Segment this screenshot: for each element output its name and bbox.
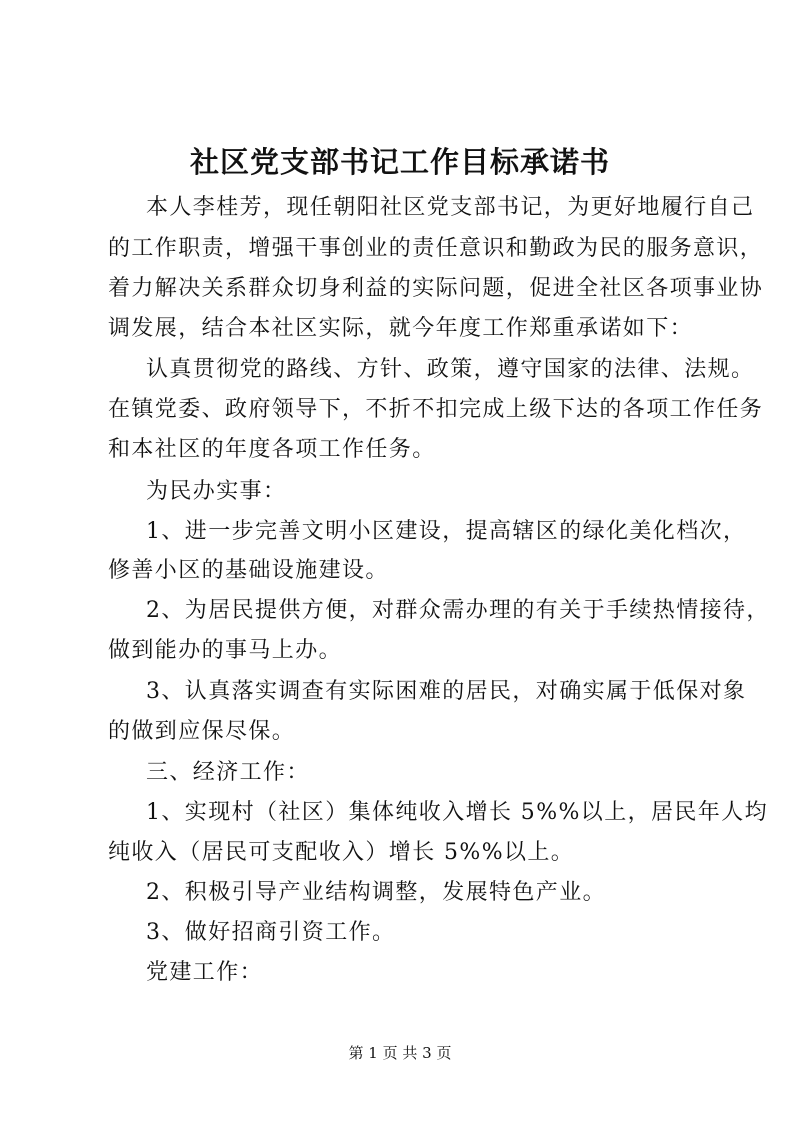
body-line: 本人李桂芳，现任朝阳社区党支部书记，为更好地履行自己: [146, 195, 755, 220]
body-line: 的工作职责，增强干事创业的责任意识和勤政为民的服务意识，: [108, 236, 764, 261]
body-line: 调发展，结合本社区实际，就今年度工作郑重承诺如下：: [108, 316, 694, 341]
document-title: 社区党支部书记工作目标承诺书: [189, 145, 610, 179]
section-heading: 三、经济工作：: [146, 760, 310, 785]
body-line: 着力解决关系群众切身利益的实际问题，促进全社区各项事业协: [108, 276, 764, 301]
list-item: 3、认真落实调查有实际困难的居民，对确实属于低保对象: [146, 679, 747, 704]
body-line: 在镇党委、政府领导下，不折不扣完成上级下达的各项工作任务: [108, 397, 764, 422]
page-number-footer: 第 1 页 共 3 页: [348, 1044, 452, 1062]
body-line: 认真贯彻党的路线、方针、政策，遵守国家的法律、法规。: [146, 357, 755, 382]
body-line: 的做到应保尽保。: [108, 719, 296, 744]
body-line: 和本社区的年度各项工作任务。: [108, 437, 436, 462]
body-line: 做到能办的事马上办。: [108, 638, 343, 663]
list-item: 1、进一步完善文明小区建设，提高辖区的绿化美化档次，: [146, 519, 747, 544]
body-line: 修善小区的基础设施建设。: [108, 558, 389, 583]
list-item: 3、做好招商引资工作。: [146, 920, 396, 945]
section-heading: 为民办实事：: [146, 479, 287, 504]
body-line: 纯收入（居民可支配收入）增长 5%%以上。: [108, 840, 575, 865]
list-item: 1、实现村（社区）集体纯收入增长 5%%以上，居民年人均: [146, 800, 768, 825]
section-heading: 党建工作：: [146, 960, 264, 985]
list-item: 2、积极引导产业结构调整，发展特色产业。: [146, 880, 606, 905]
list-item: 2、为居民提供方便，对群众需办理的有关于手续热情接待，: [146, 598, 770, 623]
